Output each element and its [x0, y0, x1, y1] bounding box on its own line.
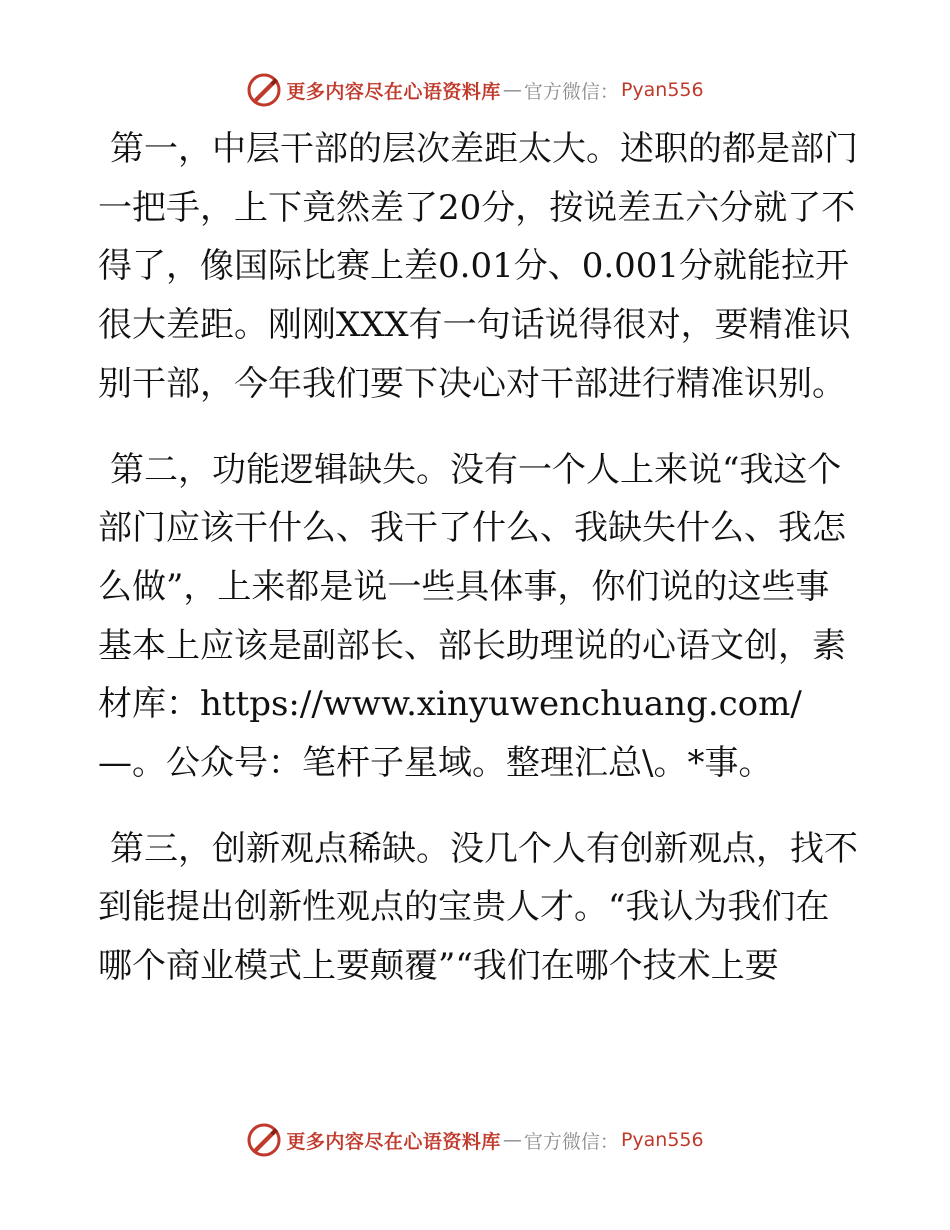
- header-brand-text: 更多内容尽在心语资料库: [286, 80, 501, 103]
- header-official-label: 官方微信：: [523, 80, 619, 103]
- paragraph-1: 第一，中层干部的层次差距太大。述职的都是部门一把手，上下竟然差了20分，按说差五六分就了不得了，像国际比赛上差0.01分、0.001分就能拉开很大差距。刚刚XXX有一句话说得很对，要精准识别干部，今年我们要下决心对干部进行精准识别。: [98, 129, 858, 404]
- footer-wechat-id: Pyan556: [620, 1129, 704, 1151]
- header-wechat-id: Pyan556: [620, 79, 704, 101]
- footer-banner: [0, 1120, 950, 1160]
- footer-brand-text: 更多内容尽在心语资料库: [286, 1130, 501, 1153]
- pen-logo-icon: [246, 1122, 282, 1158]
- header-banner: [0, 70, 950, 110]
- footer-separator: —: [502, 1129, 522, 1151]
- paragraph-3: 第三，创新观点稀缺。没几个人有创新观点，找不到能提出创新性观点的宝贵人才。“我认为我们在哪个商业模式上要颠覆”“我们在哪个技术上要: [98, 828, 858, 987]
- header-separator: —: [502, 79, 522, 101]
- pen-logo-icon: [246, 72, 282, 108]
- paragraph-2: 第二，功能逻辑缺失。没有一个人上来说“我这个部门应该干什么、我干了什么、我缺失什么、我怎么做”，上来都是说一些具体事，你们说的这些事基本上应该是副部长、部长助理说的心语文创，素材库：https://www.xinyuwenchuang.com/—。公众号：笔杆子星域。整理汇总\。*事。: [98, 449, 846, 784]
- footer-official-label: 官方微信：: [523, 1130, 619, 1153]
- document-body: [98, 120, 858, 1023]
